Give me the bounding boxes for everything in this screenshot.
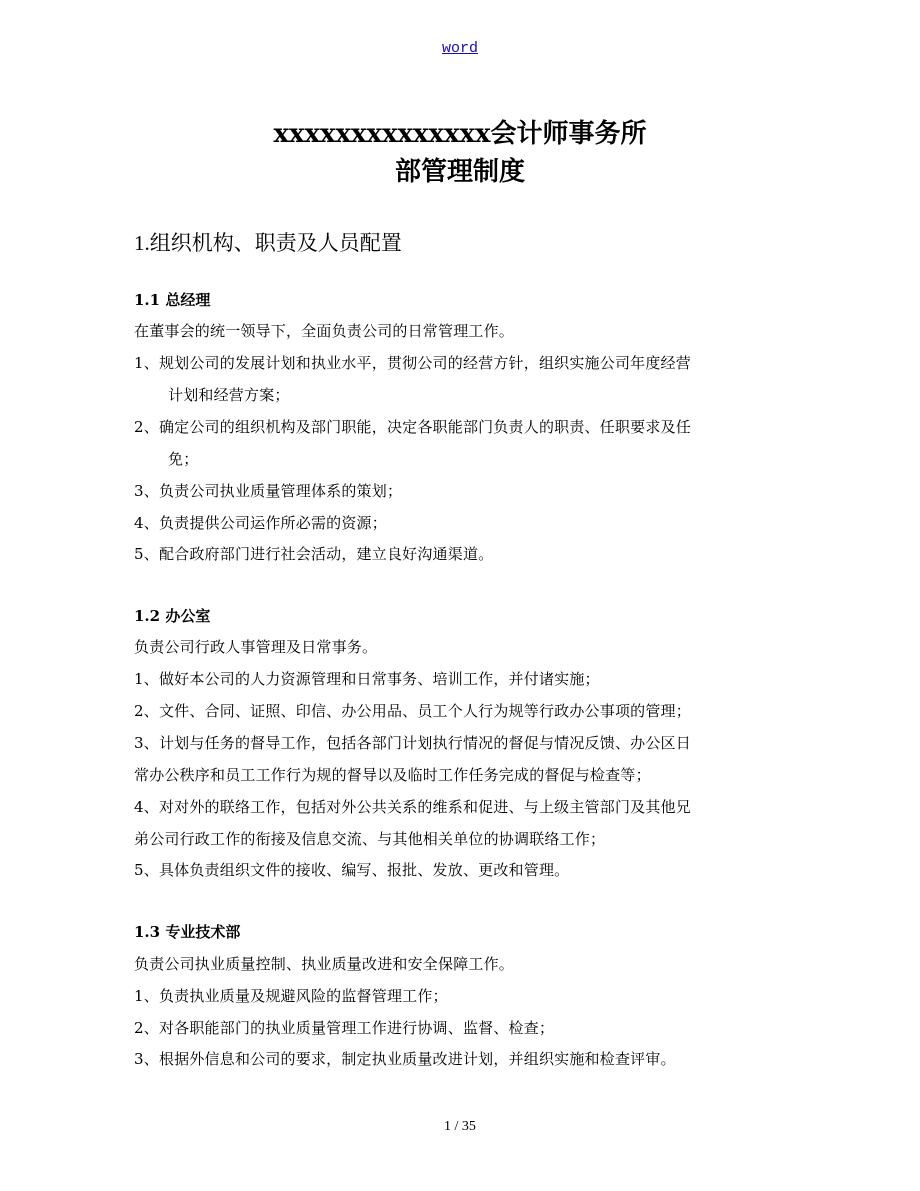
list-item: 1、做好本公司的人力资源管理和日常事务、培训工作，并付诸实施；: [134, 670, 600, 688]
paragraph-line: 负责公司执业质量控制、执业质量改进和安全保障工作。: [134, 955, 515, 973]
list-item: 4、负责提供公司运作所必需的资源；: [134, 514, 387, 532]
list-item: 3、负责公司执业质量管理体系的策划；: [134, 482, 403, 500]
list-item-continuation: 常办公秩序和员工工作行为规的督导以及临时工作任务完成的督促与检查等；: [134, 766, 651, 784]
list-item: 2、文件、合同、证照、印信、办公用品、员工个人行为规等行政办公事项的管理；: [134, 702, 691, 720]
list-item: 1、负责执业质量及规避风险的监督管理工作；: [134, 987, 448, 1005]
section-1-heading: [134, 227, 402, 257]
list-item: 4、对对外的联络工作，包括对外公共关系的维系和促进、与上级主管部门及其他兄: [134, 798, 691, 816]
section-1-3-heading: 1.3 专业技术部: [134, 923, 241, 941]
paragraph-line: 负责公司行政人事管理及日常事务。: [134, 638, 378, 656]
document-title-line2: 部管理制度: [394, 157, 525, 187]
section-1-title: 组织机构、职责及人员配置: [149, 231, 402, 255]
header-word-link[interactable]: word: [441, 40, 478, 57]
list-item: 3、计划与任务的督导工作，包括各部门计划执行情况的督促与情况反馈、办公区日: [134, 734, 691, 752]
document-title-line1: xxxxxxxxxxxxxx会计师事务所: [273, 119, 647, 149]
list-item: 5、配合政府部门进行社会活动，建立良好沟通渠道。: [134, 545, 494, 563]
list-item: 2、确定公司的组织机构及部门职能，决定各职能部门负责人的职责、任职要求及任: [134, 418, 691, 436]
section-1-number: 1.: [134, 231, 150, 255]
section-1-2-heading: 1.2 办公室: [134, 607, 211, 625]
page-number: 1 / 35: [444, 1119, 476, 1134]
list-item: 2、对各职能部门的执业质量管理工作进行协调、监督、检查；: [134, 1019, 555, 1037]
list-item-continuation: 弟公司行政工作的衔接及信息交流、与其他相关单位的协调联络工作；: [134, 830, 606, 848]
section-1-1-heading: 1.1 总经理: [134, 291, 211, 309]
paragraph-line: 在董事会的统一领导下，全面负责公司的日常管理工作。: [134, 322, 515, 340]
list-item: 5、具体负责组织文件的接收、编写、报批、发放、更改和管理。: [134, 861, 570, 879]
list-item: 3、根据外信息和公司的要求，制定执业质量改进计划，并组织实施和检查评审。: [134, 1050, 676, 1068]
list-item: 1、规划公司的发展计划和执业水平，贯彻公司的经营方针，组织实施公司年度经营: [134, 354, 691, 372]
list-item-continuation: 计划和经营方案；: [168, 386, 290, 404]
list-item-continuation: 免；: [168, 450, 199, 468]
